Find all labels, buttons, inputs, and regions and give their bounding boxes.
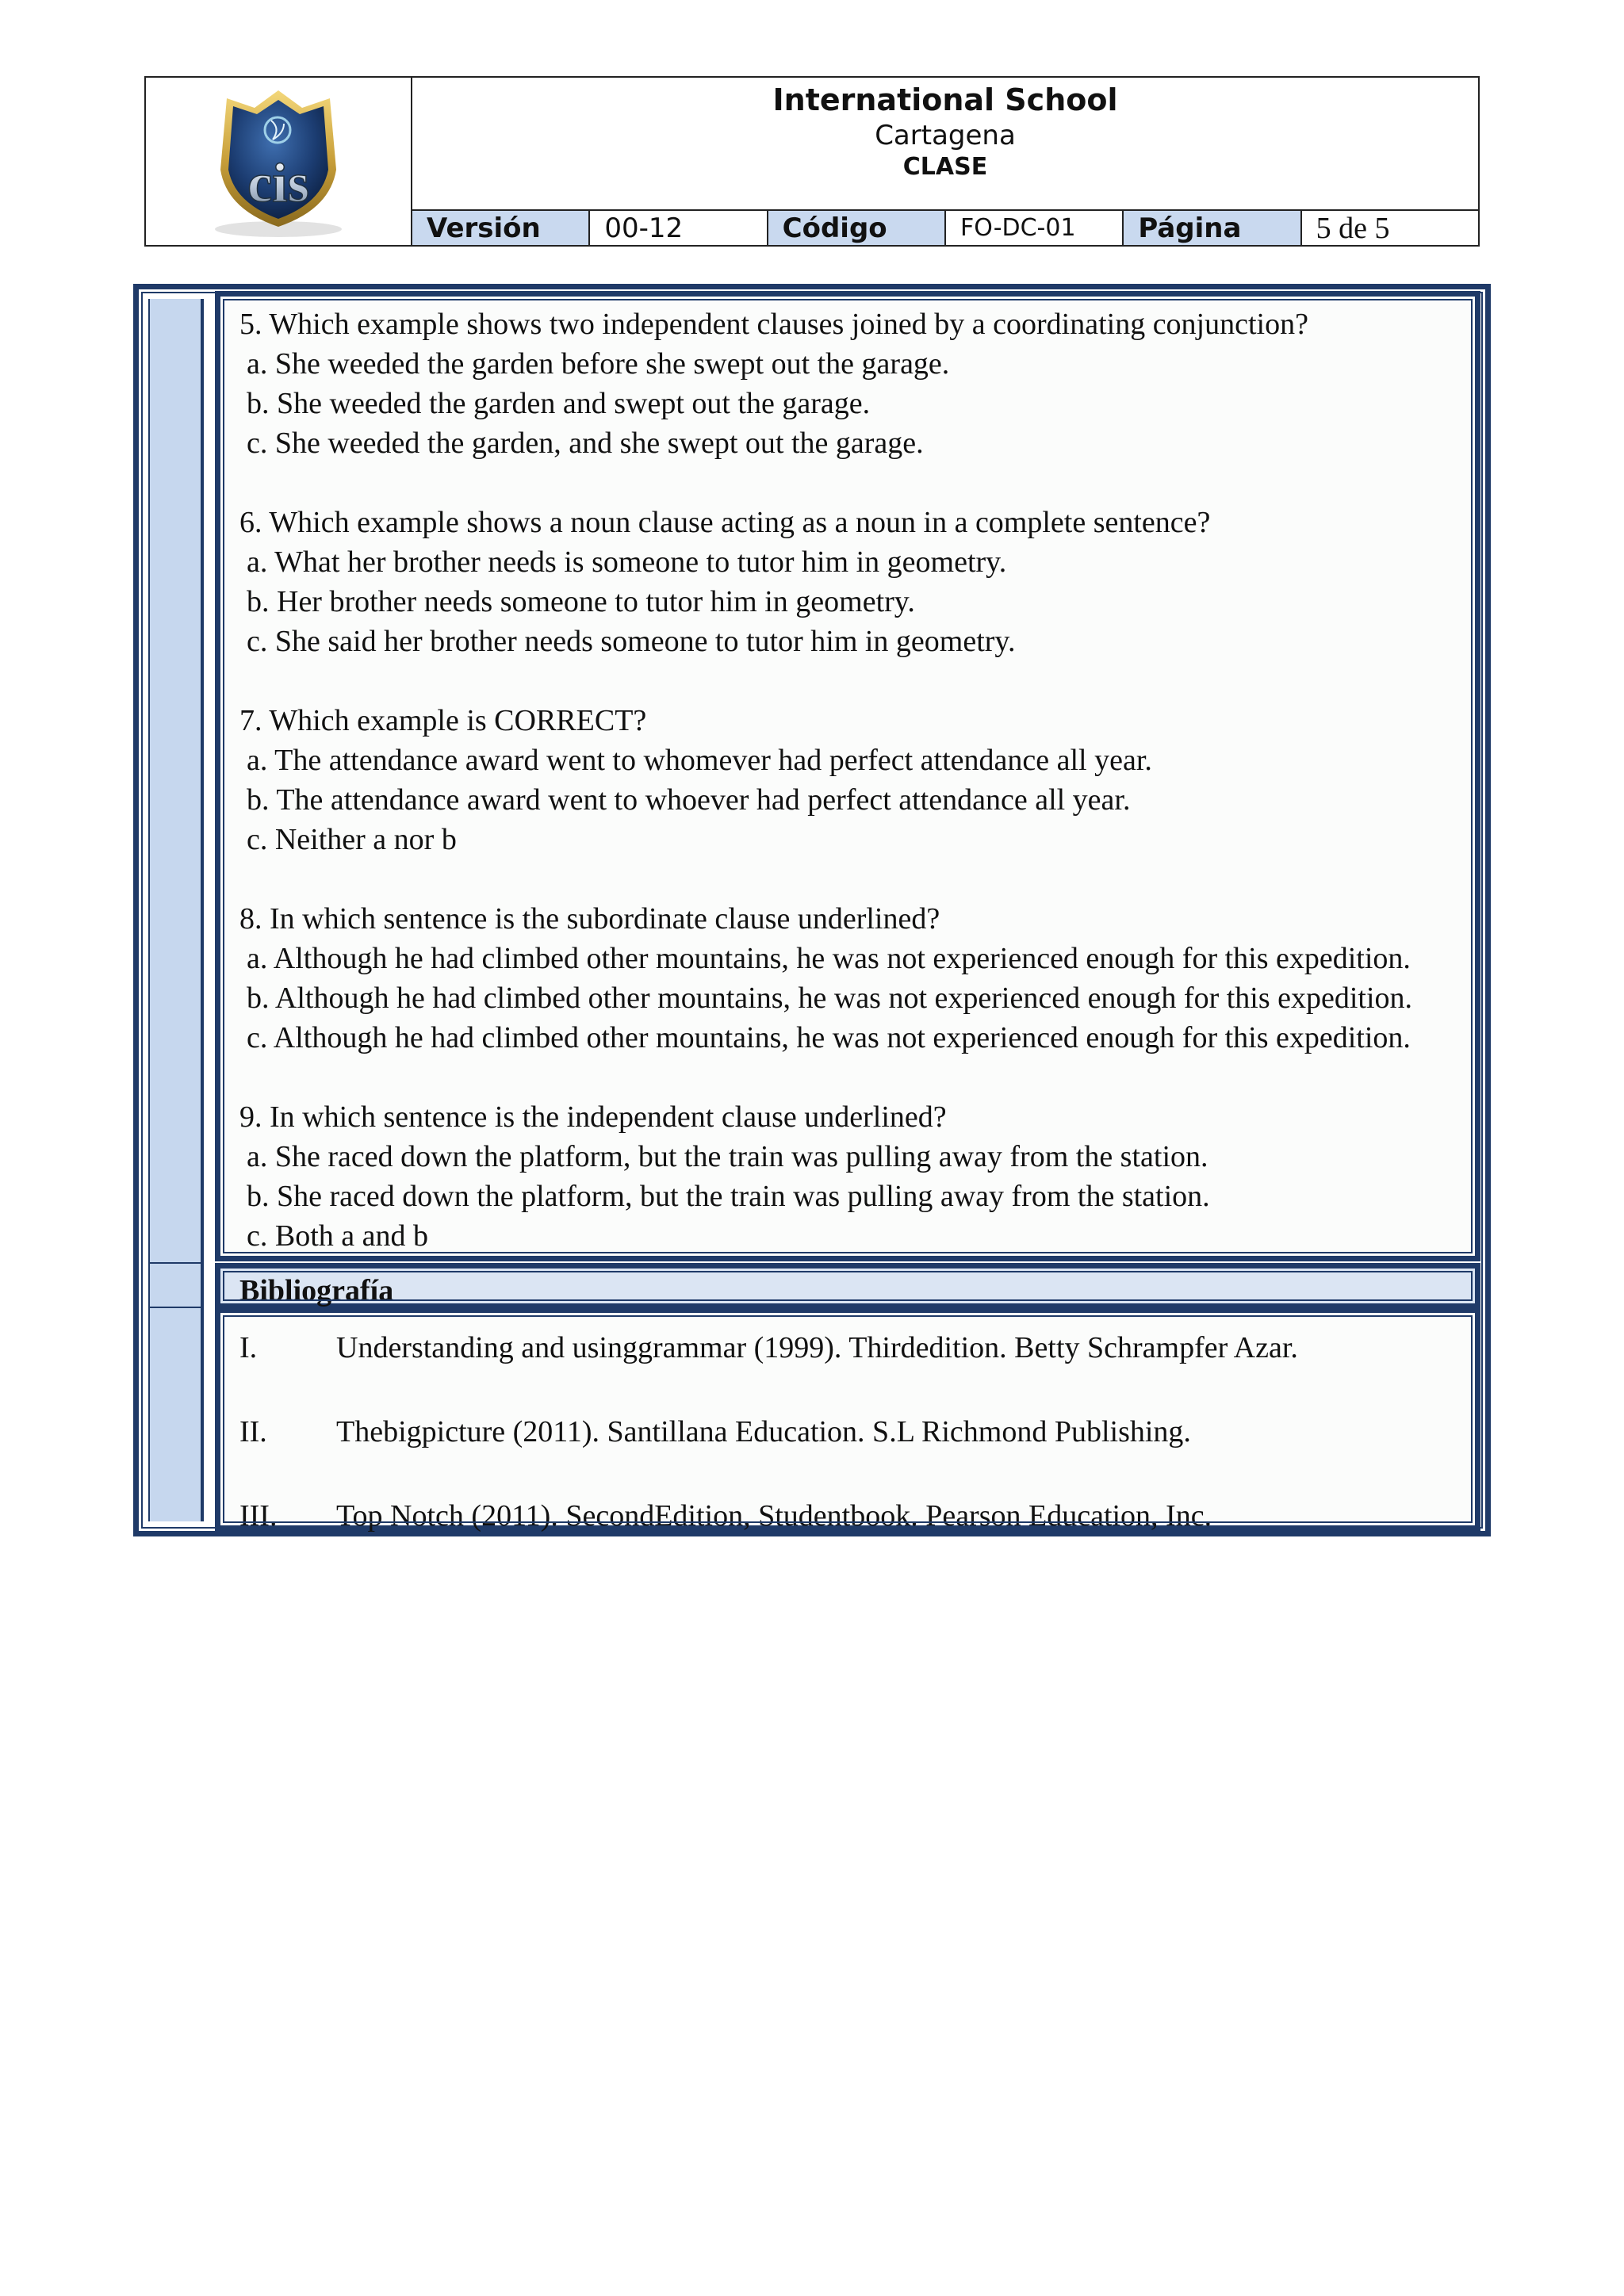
question-title: 6. Which example shows a noun clause acting as a noun in a complete sentence? [239,506,1211,539]
answer-option: c. Neither a nor b [247,823,457,856]
school-logo [195,82,362,241]
answer-option: b. She raced down the platform, but the train was pulling away from the station. [247,1180,1210,1213]
answer-option: a. Although he had climbed other mountains, he was not experienced enough for this expedition. [247,942,1411,975]
logo-cell [146,78,412,245]
answer-option: c. Although he had climbed other mountains, he was not experienced enough for this expedition. [247,1021,1411,1054]
bibliography-item-text: Thebigpicture (2011). Santillana Education. S.L Richmond Publishing. [336,1415,1191,1448]
bibliography-item-text: Top Notch (2011). SecondEdition, Studentbook. Pearson Education, Inc. [336,1499,1212,1533]
question-title: 7. Which example is CORRECT? [239,704,647,737]
question-5 [239,304,1475,463]
content-table [133,284,1491,1536]
question-9 [239,1097,1475,1256]
document-meta-row [412,209,1478,245]
header-title-cell [412,78,1478,209]
version-value: 00-12 [588,211,766,245]
question-title: 5. Which example shows two independent clauses joined by a coordinating conjunction? [239,308,1308,341]
answer-option: b. Although he had climbed other mountains, he was not experienced enough for this expedition. [247,982,1413,1015]
answer-option: c. Both a and b [247,1219,429,1253]
answer-option: a. She weeded the garden before she swept out the garage. [247,347,950,381]
document-type: CLASE [902,153,988,181]
question-6 [239,503,1475,661]
bibliography-item-number: II. [239,1415,267,1448]
answer-option: a. The attendance award went to whomever had perfect attendance all year. [247,744,1152,777]
answer-option: b. She weeded the garden and swept out the garage. [247,387,871,420]
code-value: FO-DC-01 [944,211,1122,245]
school-city: Cartagena [875,120,1016,151]
question-title: 8. In which sentence is the subordinate clause underlined? [239,902,940,936]
questions-panel [215,291,1480,1261]
side-column [148,299,204,1521]
bibliography-item [239,1498,1475,1533]
bibliography-item-number: III. [239,1499,278,1533]
question-title: 9. In which sentence is the independent clause underlined? [239,1100,947,1134]
bibliography-title: Bibliografía [239,1274,394,1307]
answer-option: a. What her brother needs is someone to tutor him in geometry. [247,545,1007,579]
svg-text:cis: cis [247,152,309,214]
school-name: International School [772,82,1118,117]
bibliography-item-number: I. [239,1331,258,1364]
code-label: Código [767,211,944,245]
answer-option: c. She weeded the garden, and she swept out the garage. [247,427,924,460]
document-header [144,76,1480,247]
bibliography-item [239,1414,1475,1449]
answer-option: c. She said her brother needs someone to tutor him in geometry. [247,625,1016,658]
bibliography-header [215,1263,1480,1309]
side-divider [150,1307,201,1308]
bibliography-panel [215,1307,1480,1531]
side-divider [150,1262,201,1264]
version-label: Versión [412,211,588,245]
question-8 [239,899,1475,1058]
page-value: 5 de 5 [1300,211,1478,245]
bibliography-item-text: Understanding and usinggrammar (1999). Thirdedition. Betty Schrampfer Azar. [336,1331,1298,1364]
answer-option: a. She raced down the platform, but the train was pulling away from the station. [247,1140,1208,1173]
bibliography-item [239,1330,1475,1365]
answer-option: b. The attendance award went to whoever had perfect attendance all year. [247,783,1131,817]
question-7 [239,701,1475,859]
answer-option: b. Her brother needs someone to tutor him in geometry. [247,585,915,618]
page-label: Página [1122,211,1300,245]
